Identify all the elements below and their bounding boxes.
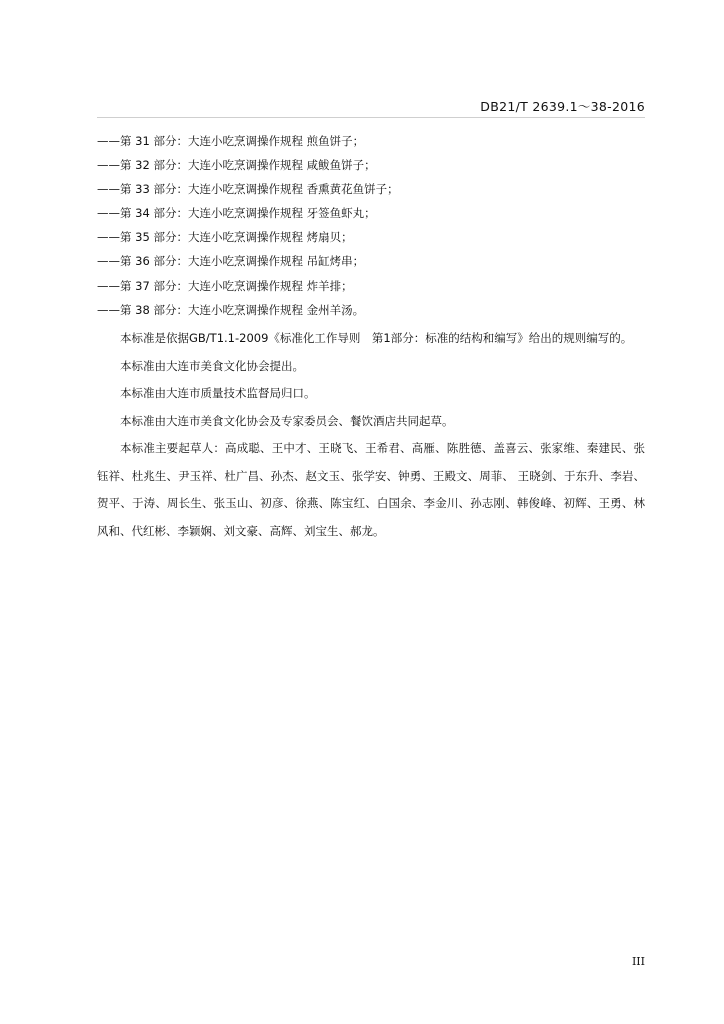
list-item: ——第 34 部分：大连小吃烹调操作规程 牙签鱼虾丸；: [97, 206, 376, 221]
page-number: III: [631, 955, 645, 968]
basis-paragraph: 本标准是依据GB/T1.1-2009《标准化工作导则 第1部分：标准的结构和编写》给出的规则编写的。: [120, 331, 633, 345]
parts-list: [97, 129, 645, 322]
list-item: ——第 31 部分：大连小吃烹调操作规程 煎鱼饼子；: [97, 134, 365, 148]
list-item: ——第 32 部分：大连小吃烹调操作规程 咸鲅鱼饼子；: [97, 158, 376, 173]
list-item: ——第 38 部分：大连小吃烹调操作规程 金州羊汤。: [97, 302, 365, 317]
list-item: ——第 36 部分：大连小吃烹调操作规程 吊缸烤串；: [97, 254, 365, 269]
list-item: ——第 37 部分：大连小吃烹调操作规程 炸羊排；: [97, 278, 353, 293]
drafted-by-paragraph: 本标准由大连市美食文化协会及专家委员会、餐饮酒店共同起草。: [120, 413, 454, 428]
managed-by-paragraph: 本标准由大连市质量技术监督局归口。: [120, 386, 316, 400]
list-item: ——第 35 部分：大连小吃烹调操作规程 烤扇贝；: [97, 230, 353, 245]
proposed-by-paragraph: 本标准由大连市美食文化协会提出。: [120, 358, 304, 373]
list-item: ——第 33 部分：大连小吃烹调操作规程 香熏黄花鱼饼子；: [97, 182, 399, 197]
drafters-paragraph: 本标准主要起草人：高成聪、王中才、王晓飞、王希君、高雁、陈胜德、盖喜云、张家维、秦建民、张钰祥、杜兆生、尹玉祥、杜广昌、孙杰、赵文玉、张学安、钟勇、王殿文、周菲、 王晓剑、于东升、李岩、贺平、于涛、周长生、张玉山、初彦、徐燕、陈宝红、白国余、李金川、孙志刚、韩俊峰、初辉、王勇、林风和、代红彬、李颖娴、刘文豪、高辉、刘宝生、郝龙。: [97, 441, 645, 538]
document-code: DB21/T 2639.1～38-2016: [480, 99, 645, 114]
foreword-body: [97, 325, 645, 545]
header-divider: [97, 117, 645, 118]
